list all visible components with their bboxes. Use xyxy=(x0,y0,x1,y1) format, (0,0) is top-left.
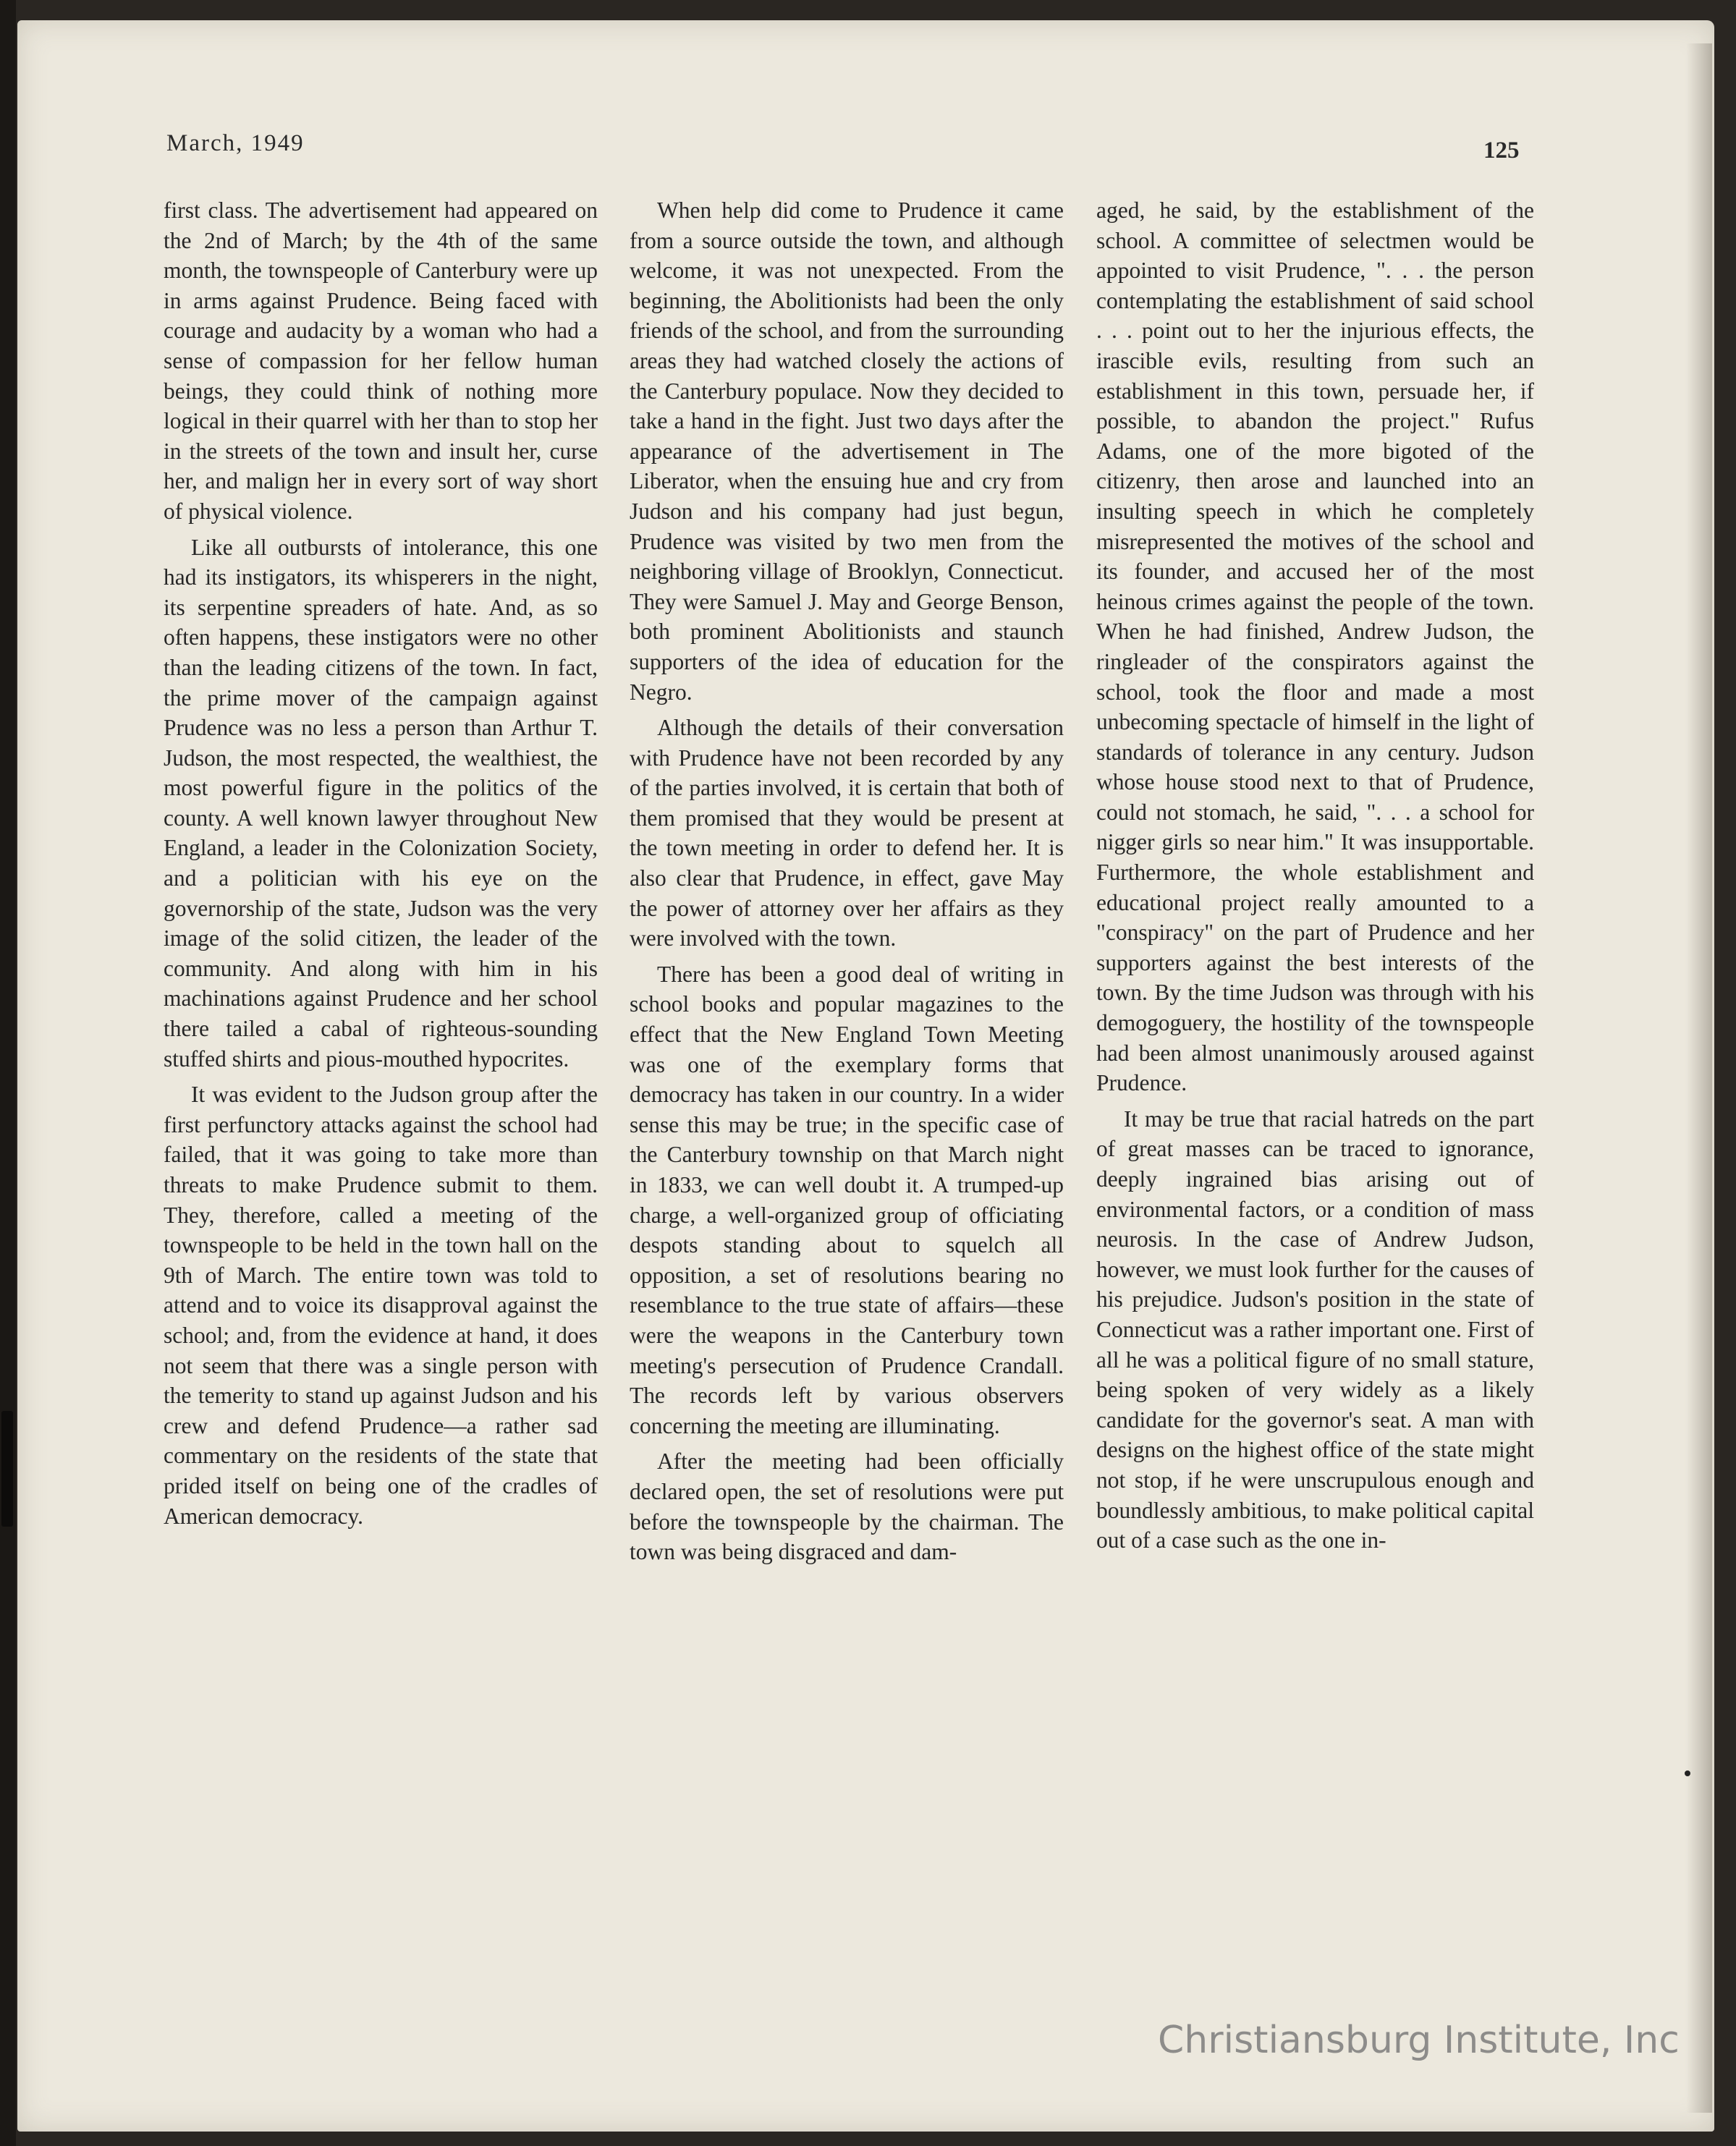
paragraph: aged, he said, by the establishment of the school. A committee of selectmen would be appointed to visit Prudence, ". . . the person contemplating the establishment of said school . . . point out to her the injurious effects, the irascible evils, resulting from such an establishment in this town, persuade her, if possible, to abandon the project." Rufus Adams, one of the more bigoted of the citizenry, then arose and launched into an insulting speech in which he completely misrepresented the motives of the school and its founder, and accused her of the most heinous crimes against the people of the town. When he had finished, Andrew Judson, the ringleader of the conspirators against the school, took the floor and made a most unbecoming spectacle of himself in the light of standards of tolerance in any century. Judson whose house stood next to that of Prudence, could not stomach, he said, ". . . a school for nigger girls so near him." It was insupportable. Furthermore, the whole establishment and educational project really amounted to a "conspiracy" on the part of Prudence and her supporters against the best interests of the town. By the time Judson was through with his demogoguery, the hostility of the townspeople had been almost unanimously aroused against Prudence. xyxy=(1096,198,1534,1096)
text-column-2 xyxy=(630,195,1064,1573)
watermark-text: Christiansburg Institute, Inc xyxy=(1158,2019,1680,2062)
ink-speck xyxy=(1685,1770,1690,1776)
running-header-date: March, 1949 xyxy=(166,130,305,156)
paragraph: When help did come to Prudence it came from a source outside the town, and although welcome, it was not unexpected. From the beginning, the Abolitionists had been the only friends of the school, and from the surrounding areas they had watched closely the actions of the Canterbury populace. Now they decided to take a hand in the fight. Just two days after the appearance of the advertisement in The Liberator, when the ensuing hue and cry from Judson and his company had just begun, Prudence was visited by two men from the neighboring village of Brooklyn, Connecticut. They were Samuel J. May and George Benson, both prominent Abolitionists and staunch supporters of the idea of education for the Negro. xyxy=(630,198,1064,705)
paragraph: Like all outbursts of intolerance, this one had its instigators, its whisperers in the night, its serpentine spreaders of hate. And, as so often happens, these instigators were no other than the leading citizens of the town. In fact, the prime mover of the campaign against Prudence was no less a person than Arthur T. Judson, the most respected, the wealthiest, the most powerful figure in the politics of the county. A well known lawyer throughout New England, a leader in the Colonization Society, and a politician with his eye on the governorship of the state, Judson was the very image of the solid citizen, the leader of the community. And along with him in his machinations against Prudence and her school there tailed a cabal of righteous-sounding stuffed shirts and pious-mouthed hypocrites. xyxy=(164,534,598,1072)
page-number: 125 xyxy=(1483,137,1520,164)
binder-clip xyxy=(1,1411,13,1527)
paragraph: It may be true that racial hatreds on the part of great masses can be traced to ignorance, deeply ingrained bias arising out of environmental factors, or a condition of mass neurosis. In the case of Andrew Judson, however, we must look further for the causes of his prejudice. Judson's position in the state of Connecticut was a rather important one. First of all he was a political figure of no small stature, being spoken of very widely as a likely candidate for the governor's seat. A man with designs on the highest office of the state might not stop, if he were unscrupulous enough and boundlessly ambitious, to make political capital out of a case such as the one in- xyxy=(1096,1106,1534,1553)
paragraph: Although the details of their conversation with Prudence have not been recorded by any of the parties involved, it is certain that both of them promised that they would be present at the town meeting in order to defend her. It is also clear that Prudence, in effect, gave May the power of attorney over her affairs as they were involved with the town. xyxy=(630,715,1064,951)
binding-spine xyxy=(0,0,16,2146)
paragraph: There has been a good deal of writing in school books and popular magazines to the effect that the New England Town Meeting was one of the exemplary forms that democracy has taken in our country. In a wider sense this may be true; in the specific case of the Canterbury township on that March night in 1833, we can well doubt it. A trumped-up charge, a well-organized group of officiating despots standing about to squelch all opposition, a set of resolutions bearing no resemblance to the true state of affairs—these were the weapons in the Canterbury town meeting's persecution of Prudence Crandall. The records left by various observers concerning the meeting are illuminating. xyxy=(630,961,1064,1438)
paragraph: It was evident to the Judson group after the first perfunctory attacks against the school had failed, that it was going to take more than threats to make Prudence submit to them. They, therefore, called a meeting of the townspeople to be held in the town hall on the 9th of March. The entire town was told to attend and to voice its disapproval against the school; and, from the evidence at hand, it does not seem that there was a single person with the temerity to stand up against Judson and his crew and defend Prudence—a rather sad commentary on the residents of the state that prided itself on being one of the cradles of American democracy. xyxy=(164,1082,598,1529)
text-column-3 xyxy=(1096,195,1534,1561)
text-column-1 xyxy=(164,195,598,1537)
page-edge-shadow xyxy=(1686,43,1712,2113)
paragraph: first class. The advertisement had appeared on the 2nd of March; by the 4th of the same month, the townspeople of Canterbury were up in arms against Prudence. Being faced with courage and audacity by a woman who had a sense of compassion for her fellow human beings, they could think of nothing more logical in their quarrel with her than to stop her in the streets of the town and insult her, curse her, and malign her in every sort of way short of physical violence. xyxy=(164,198,598,524)
paragraph: After the meeting had been officially declared open, the set of resolutions were put before the townspeople by the chairman. The town was being disgraced and dam- xyxy=(630,1449,1064,1565)
